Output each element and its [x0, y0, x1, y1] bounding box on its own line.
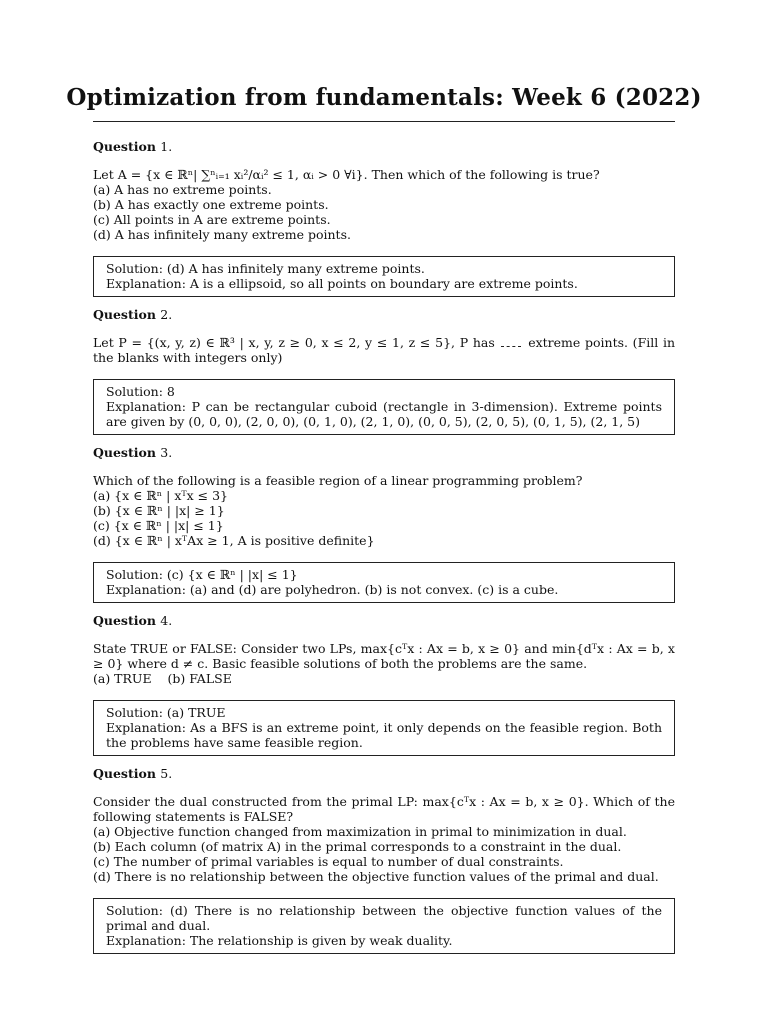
- question-number: 2.: [160, 307, 173, 322]
- question-heading: Question: [93, 307, 156, 322]
- option-b: (b) Each column (of matrix A) in the primal corresponds to a constraint in the dual.: [93, 839, 622, 854]
- document-body: [93, 139, 675, 964]
- page-title: Optimization from fundamentals: Week 6 (2022): [66, 84, 702, 111]
- title-rule: [93, 121, 675, 122]
- question-text: Let A = {x ∈ ℝⁿ| ∑ⁿᵢ₌₁ xᵢ²/αᵢ² ≤ 1, αᵢ > 0 ∀i}. Then which of the following is true?: [93, 167, 600, 182]
- question-number: 1.: [160, 139, 173, 154]
- option-c: (c) All points in A are extreme points.: [93, 212, 331, 227]
- question-text: Let P = {(x, y, z) ∈ ℝ³ | x, y, z ≥ 0, x ≤ 2, y ≤ 1, z ≤ 5}, P has: [93, 335, 495, 350]
- solution-box: [93, 700, 675, 756]
- solution-box: [93, 562, 675, 603]
- question-heading: Question: [93, 139, 156, 154]
- question-number: 4.: [160, 613, 173, 628]
- option-b: (b) {x ∈ ℝⁿ | |x| ≥ 1}: [93, 503, 225, 518]
- question-text-continued: extreme points. (Fill in the blanks with integers only): [93, 335, 675, 365]
- option-d: (d) A has infinitely many extreme points.: [93, 227, 351, 242]
- question-heading: Question: [93, 766, 156, 781]
- solution-line: Solution: (d) A has infinitely many extreme points.: [106, 261, 425, 276]
- option-c: (c) The number of primal variables is equal to number of dual constraints.: [93, 854, 564, 869]
- question-3: [93, 445, 675, 603]
- question-text: State TRUE or FALSE: Consider two LPs, max{cᵀx : Ax = b, x ≥ 0} and min{dᵀx : Ax = b, x ≥ 0} where d ≠ c. Basic feasible solutions of both the problems are the same.: [93, 641, 675, 671]
- solution-box: [93, 256, 675, 297]
- question-5: [93, 766, 675, 954]
- explanation-line: Explanation: The relationship is given by weak duality.: [106, 933, 453, 948]
- option-b: (b) A has exactly one extreme points.: [93, 197, 329, 212]
- explanation-line: Explanation: P can be rectangular cuboid (rectangle in 3-dimension). Extreme points are given by (0, 0, 0), (2, 0, 0), (0, 1, 0), (2, 1, 0), (0, 0, 5), (2, 0, 5), (0, 1, 5), (2, 1, 5): [106, 399, 662, 429]
- explanation-line: Explanation: A is a ellipsoid, so all points on boundary are extreme points.: [106, 276, 578, 291]
- question-number: 5.: [160, 766, 173, 781]
- question-4: [93, 613, 675, 756]
- solution-line: Solution: (d) There is no relationship between the objective function values of the primal and dual.: [106, 903, 662, 933]
- option-d: (d) There is no relationship between the objective function values of the primal and dual.: [93, 869, 659, 884]
- question-text: Which of the following is a feasible region of a linear programming problem?: [93, 473, 583, 488]
- option-d: (d) {x ∈ ℝⁿ | xᵀAx ≥ 1, A is positive definite}: [93, 533, 375, 548]
- option-a: (a) Objective function changed from maximization in primal to minimization in dual.: [93, 824, 627, 839]
- question-heading: Question: [93, 613, 156, 628]
- question-text: Consider the dual constructed from the primal LP: max{cᵀx : Ax = b, x ≥ 0}. Which of the following statements is FALSE?: [93, 794, 675, 824]
- question-2: [93, 307, 675, 435]
- option-c: (c) {x ∈ ℝⁿ | |x| ≤ 1}: [93, 518, 224, 533]
- question-number: 3.: [160, 445, 173, 460]
- fill-in-blank[interactable]: [501, 338, 521, 347]
- option-a: (a) {x ∈ ℝⁿ | xᵀx ≤ 3}: [93, 488, 229, 503]
- option-a: (a) A has no extreme points.: [93, 182, 272, 197]
- solution-line: Solution: 8: [106, 384, 175, 399]
- question-heading: Question: [93, 445, 156, 460]
- explanation-line: Explanation: (a) and (d) are polyhedron. (b) is not convex. (c) is a cube.: [106, 582, 559, 597]
- solution-box: [93, 898, 675, 954]
- options-true-false: (a) TRUE (b) FALSE: [93, 671, 232, 686]
- solution-box: [93, 379, 675, 435]
- explanation-line: Explanation: As a BFS is an extreme point, it only depends on the feasible region. Both the problems have same feasible region.: [106, 720, 662, 750]
- question-1: [93, 139, 675, 297]
- solution-line: Solution: (c) {x ∈ ℝⁿ | |x| ≤ 1}: [106, 567, 298, 582]
- solution-line: Solution: (a) TRUE: [106, 705, 226, 720]
